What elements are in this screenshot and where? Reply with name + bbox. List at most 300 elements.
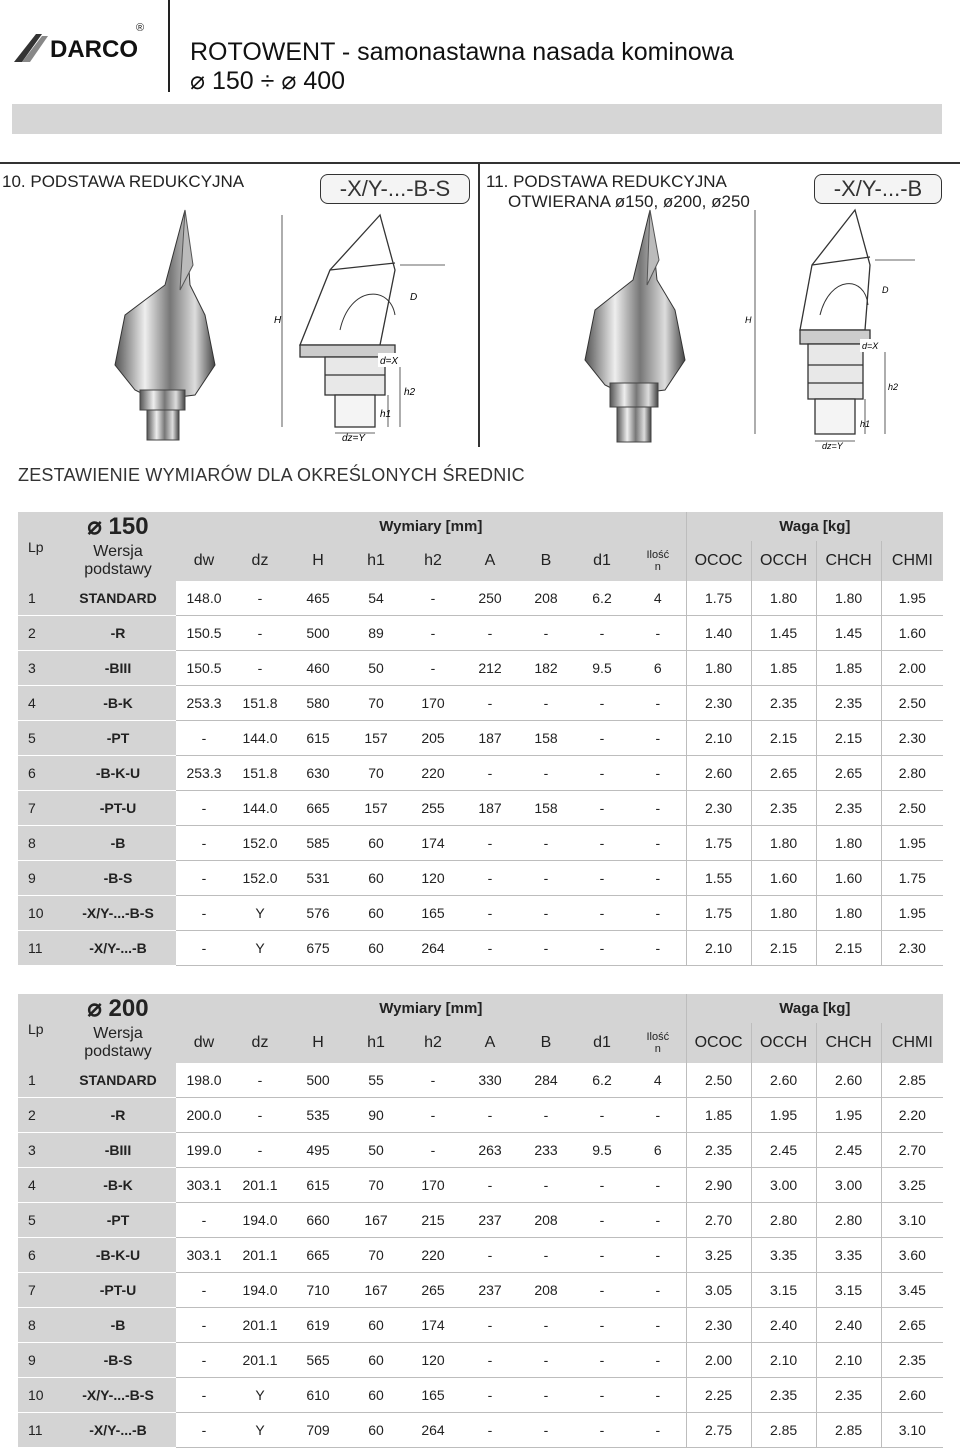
cell-wymiar: - xyxy=(574,1168,630,1203)
cell-wymiar: 565 xyxy=(288,1343,348,1378)
cell-wymiar: 151.8 xyxy=(232,756,288,791)
col-ilosc: Ilość n xyxy=(630,1023,686,1063)
drawing-11-H-label: H xyxy=(745,315,752,325)
col-ilosc: Ilość n xyxy=(630,541,686,581)
table-row xyxy=(18,1378,943,1413)
cell-wymiar: 212 xyxy=(462,651,518,686)
cell-lp: 8 xyxy=(18,826,60,861)
cell-wymiar: - xyxy=(574,1343,630,1378)
cell-waga: 2.50 xyxy=(881,686,943,721)
cell-wymiar: - xyxy=(574,686,630,721)
cell-wymiar: 253.3 xyxy=(176,756,232,791)
dimensions-summary-title: ZESTAWIENIE WYMIARÓW DLA OKREŚLONYCH ŚREDNIC xyxy=(18,465,525,485)
cell-wymiar: - xyxy=(518,1308,574,1343)
cell-lp: 4 xyxy=(18,1168,60,1203)
cell-wymiar: 9.5 xyxy=(574,651,630,686)
cell-wymiar: 60 xyxy=(348,896,404,931)
cell-wymiar: 208 xyxy=(518,1203,574,1238)
col-dz: dz xyxy=(232,541,288,581)
cell-wersja: STANDARD xyxy=(60,1063,176,1098)
cell-wymiar: 208 xyxy=(518,581,574,616)
cell-wymiar: 208 xyxy=(518,1273,574,1308)
table-row xyxy=(18,1343,943,1378)
cell-wymiar: - xyxy=(630,931,686,966)
cell-wymiar: 50 xyxy=(348,651,404,686)
cell-waga: 2.80 xyxy=(751,1203,816,1238)
cell-waga: 2.35 xyxy=(751,791,816,826)
cell-wymiar: - xyxy=(232,1098,288,1133)
cell-wymiar: - xyxy=(574,1378,630,1413)
cell-lp: 4 xyxy=(18,686,60,721)
cell-wymiar: - xyxy=(630,1413,686,1448)
table-row xyxy=(18,1413,943,1448)
cell-waga: 2.40 xyxy=(751,1308,816,1343)
cell-wymiar: - xyxy=(574,1413,630,1448)
cell-wymiar: - xyxy=(630,861,686,896)
cell-wymiar: - xyxy=(404,1098,462,1133)
cell-wymiar: - xyxy=(630,1343,686,1378)
cell-waga: 1.75 xyxy=(686,896,751,931)
cell-waga: 3.15 xyxy=(816,1273,881,1308)
cell-wymiar: - xyxy=(176,1413,232,1448)
cell-wymiar: 54 xyxy=(348,581,404,616)
cell-wymiar: 182 xyxy=(518,651,574,686)
cell-wymiar: 610 xyxy=(288,1378,348,1413)
cell-wersja: -BIII xyxy=(60,651,176,686)
cell-lp: 6 xyxy=(18,1238,60,1273)
cell-wymiar: - xyxy=(462,756,518,791)
cell-wymiar: 89 xyxy=(348,616,404,651)
cell-waga: 2.00 xyxy=(686,1343,751,1378)
cell-wymiar: - xyxy=(462,1098,518,1133)
cell-waga: 1.95 xyxy=(881,826,943,861)
cell-wymiar: 70 xyxy=(348,686,404,721)
table-row xyxy=(18,791,943,826)
cell-wymiar: 265 xyxy=(404,1273,462,1308)
logo-mark-icon xyxy=(12,28,52,68)
cell-lp: 2 xyxy=(18,616,60,651)
cell-waga: 2.30 xyxy=(881,721,943,756)
cell-wersja: -BIII xyxy=(60,1133,176,1168)
cell-wymiar: 152.0 xyxy=(232,826,288,861)
cell-wymiar: - xyxy=(462,1378,518,1413)
cell-waga: 2.70 xyxy=(881,1133,943,1168)
cell-wymiar: - xyxy=(630,1168,686,1203)
cell-wymiar: - xyxy=(176,1203,232,1238)
cell-wymiar: 619 xyxy=(288,1308,348,1343)
col-B: B xyxy=(518,1023,574,1063)
cell-wymiar: 70 xyxy=(348,1238,404,1273)
cell-wymiar: - xyxy=(518,861,574,896)
col-ococ: OCOC xyxy=(686,1023,751,1063)
cell-wymiar: - xyxy=(176,1343,232,1378)
cell-wymiar: - xyxy=(630,1203,686,1238)
cell-wymiar: 675 xyxy=(288,931,348,966)
cell-waga: 3.35 xyxy=(751,1238,816,1273)
cell-wymiar: 615 xyxy=(288,721,348,756)
cell-waga: 2.10 xyxy=(686,931,751,966)
cell-waga: 2.30 xyxy=(686,791,751,826)
cell-wymiar: 6 xyxy=(630,651,686,686)
cell-lp: 9 xyxy=(18,861,60,896)
table-row xyxy=(18,1168,943,1203)
section-10-technical-drawing xyxy=(270,205,470,445)
cell-wymiar: - xyxy=(176,791,232,826)
table-row xyxy=(18,896,943,931)
cell-waga: 2.35 xyxy=(816,791,881,826)
cell-waga: 3.45 xyxy=(881,1273,943,1308)
cell-wymiar: 90 xyxy=(348,1098,404,1133)
cell-waga: 1.85 xyxy=(686,1098,751,1133)
cell-wymiar: - xyxy=(404,1063,462,1098)
table-row xyxy=(18,686,943,721)
cell-wymiar: - xyxy=(232,616,288,651)
cell-wymiar: 201.1 xyxy=(232,1168,288,1203)
diameter-150-label: ⌀ 150 xyxy=(60,512,176,541)
cell-waga: 1.75 xyxy=(686,826,751,861)
cell-waga: 2.70 xyxy=(686,1203,751,1238)
cell-wymiar: 174 xyxy=(404,1308,462,1343)
cell-wymiar: - xyxy=(462,931,518,966)
cell-wymiar: - xyxy=(574,861,630,896)
col-h2: h2 xyxy=(404,541,462,581)
cell-wymiar: 4 xyxy=(630,581,686,616)
cell-wersja: -PT xyxy=(60,1203,176,1238)
drawing-10-h1-label: h1 xyxy=(380,409,392,420)
cell-lp: 11 xyxy=(18,931,60,966)
cell-wymiar: 460 xyxy=(288,651,348,686)
cell-wymiar: - xyxy=(518,1238,574,1273)
cell-wymiar: 710 xyxy=(288,1273,348,1308)
cell-wymiar: 120 xyxy=(404,1343,462,1378)
cell-waga: 3.35 xyxy=(816,1238,881,1273)
drawing-11-D-label: D xyxy=(882,285,889,295)
cell-wymiar: - xyxy=(574,1098,630,1133)
table-row xyxy=(18,721,943,756)
cell-wymiar: 187 xyxy=(462,721,518,756)
cell-wymiar: 665 xyxy=(288,1238,348,1273)
col-B: B xyxy=(518,541,574,581)
dimensions-table-200 xyxy=(18,994,943,1448)
cell-wymiar: - xyxy=(574,756,630,791)
cell-wymiar: - xyxy=(176,826,232,861)
cell-wymiar: 330 xyxy=(462,1063,518,1098)
cell-wymiar: 615 xyxy=(288,1168,348,1203)
cell-waga: 2.45 xyxy=(816,1133,881,1168)
col-chmi: CHMI xyxy=(881,1023,943,1063)
drawing-10-dx-label: d=X xyxy=(380,356,399,367)
cell-wersja: STANDARD xyxy=(60,581,176,616)
cell-wymiar: - xyxy=(630,791,686,826)
cell-waga: 1.40 xyxy=(686,616,751,651)
cell-wymiar: - xyxy=(176,1378,232,1413)
cell-waga: 2.60 xyxy=(881,1378,943,1413)
cell-wymiar: - xyxy=(630,616,686,651)
cell-wymiar: 237 xyxy=(462,1273,518,1308)
cell-lp: 1 xyxy=(18,1063,60,1098)
table-row xyxy=(18,861,943,896)
cell-wymiar: - xyxy=(176,1308,232,1343)
section-10-code: -X/Y-...-B-S xyxy=(320,174,470,204)
cell-wymiar: Y xyxy=(232,1413,288,1448)
cell-lp: 5 xyxy=(18,1203,60,1238)
cell-waga: 2.35 xyxy=(686,1133,751,1168)
cell-wersja: -B-S xyxy=(60,1343,176,1378)
cell-wymiar: - xyxy=(630,1378,686,1413)
cell-wymiar: - xyxy=(574,826,630,861)
col-ococ: OCOC xyxy=(686,541,751,581)
drawing-11-h2-label: h2 xyxy=(888,382,899,392)
cell-wymiar: 60 xyxy=(348,861,404,896)
cell-waga: 2.40 xyxy=(816,1308,881,1343)
cell-lp: 3 xyxy=(18,1133,60,1168)
cell-wymiar: 151.8 xyxy=(232,686,288,721)
cell-wymiar: - xyxy=(630,896,686,931)
cell-wymiar: 201.1 xyxy=(232,1238,288,1273)
cell-wymiar: 253.3 xyxy=(176,686,232,721)
cell-wymiar: - xyxy=(630,1238,686,1273)
cell-wymiar: 535 xyxy=(288,1098,348,1133)
cell-waga: 2.85 xyxy=(751,1413,816,1448)
cell-waga: 3.00 xyxy=(816,1168,881,1203)
darco-logo xyxy=(12,22,147,68)
cell-wymiar: - xyxy=(518,826,574,861)
cell-wymiar: 205 xyxy=(404,721,462,756)
cell-lp: 6 xyxy=(18,756,60,791)
drawing-11-dx-label: d=X xyxy=(862,341,879,351)
cell-wersja: -B-K xyxy=(60,1168,176,1203)
cell-wymiar: - xyxy=(404,616,462,651)
cell-lp: 9 xyxy=(18,1343,60,1378)
cell-wymiar: 220 xyxy=(404,756,462,791)
cell-wersja: -X/Y-...-B-S xyxy=(60,896,176,931)
cell-waga: 1.60 xyxy=(816,861,881,896)
cell-wersja: -B-K-U xyxy=(60,1238,176,1273)
cell-waga: 2.50 xyxy=(881,791,943,826)
drawing-10-H-label: H xyxy=(274,315,282,326)
table-row xyxy=(18,1098,943,1133)
col-d1: d1 xyxy=(574,541,630,581)
cell-wymiar: - xyxy=(574,1203,630,1238)
table-row xyxy=(18,616,943,651)
cell-wersja: -X/Y-...-B-S xyxy=(60,1378,176,1413)
cell-waga: 2.90 xyxy=(686,1168,751,1203)
cell-wymiar: 70 xyxy=(348,1168,404,1203)
table-row xyxy=(18,756,943,791)
cell-waga: 2.30 xyxy=(686,686,751,721)
cell-wymiar: - xyxy=(404,581,462,616)
cell-waga: 2.60 xyxy=(816,1063,881,1098)
cell-waga: 3.00 xyxy=(751,1168,816,1203)
cell-wymiar: - xyxy=(462,1343,518,1378)
cell-waga: 2.65 xyxy=(816,756,881,791)
cell-waga: 2.15 xyxy=(816,931,881,966)
cell-waga: 1.45 xyxy=(816,616,881,651)
cell-waga: 2.30 xyxy=(686,1308,751,1343)
cell-wymiar: - xyxy=(404,1133,462,1168)
cell-waga: 1.80 xyxy=(816,896,881,931)
cell-wymiar: 152.0 xyxy=(232,861,288,896)
col-dz: dz xyxy=(232,1023,288,1063)
cell-wymiar: - xyxy=(176,1273,232,1308)
col-wersja: Wersja podstawy xyxy=(60,541,176,581)
col-A: A xyxy=(462,1023,518,1063)
col-h1: h1 xyxy=(348,541,404,581)
drawing-10-h2-label: h2 xyxy=(404,387,416,398)
section-divider xyxy=(0,162,960,164)
cell-wymiar: - xyxy=(518,1168,574,1203)
cell-waga: 1.80 xyxy=(751,826,816,861)
col-chch: CHCH xyxy=(816,541,881,581)
cell-wymiar: - xyxy=(574,1308,630,1343)
cell-wymiar: 585 xyxy=(288,826,348,861)
cell-waga: 3.25 xyxy=(686,1238,751,1273)
cell-wymiar: 220 xyxy=(404,1238,462,1273)
cell-wymiar: - xyxy=(630,721,686,756)
cell-wersja: -X/Y-...-B xyxy=(60,931,176,966)
cell-waga: 1.80 xyxy=(816,826,881,861)
cell-wymiar: - xyxy=(232,1133,288,1168)
table-row xyxy=(18,581,943,616)
section-split-line xyxy=(478,162,480,447)
cell-waga: 1.80 xyxy=(686,651,751,686)
col-dw: dw xyxy=(176,1023,232,1063)
section-10-product-photo xyxy=(95,205,255,445)
cell-wymiar: - xyxy=(462,861,518,896)
cell-waga: 2.75 xyxy=(686,1413,751,1448)
cell-wymiar: Y xyxy=(232,896,288,931)
cell-wymiar: 237 xyxy=(462,1203,518,1238)
table-row xyxy=(18,651,943,686)
cell-wymiar: - xyxy=(574,931,630,966)
cell-waga: 2.85 xyxy=(881,1063,943,1098)
header-grey-band xyxy=(12,104,942,134)
cell-wymiar: 60 xyxy=(348,1413,404,1448)
cell-wymiar: - xyxy=(518,1098,574,1133)
cell-wymiar: 167 xyxy=(348,1203,404,1238)
cell-wymiar: - xyxy=(518,1343,574,1378)
col-lp: Lp xyxy=(18,994,60,1063)
cell-waga: 1.85 xyxy=(816,651,881,686)
col-group-wymiary: Wymiary [mm] xyxy=(176,512,686,541)
cell-wymiar: - xyxy=(462,616,518,651)
cell-waga: 1.60 xyxy=(751,861,816,896)
table-row xyxy=(18,1238,943,1273)
cell-wymiar: 580 xyxy=(288,686,348,721)
cell-wymiar: - xyxy=(232,581,288,616)
cell-wymiar: 531 xyxy=(288,861,348,896)
cell-waga: 2.00 xyxy=(881,651,943,686)
cell-waga: 1.55 xyxy=(686,861,751,896)
table-row xyxy=(18,1308,943,1343)
cell-wymiar: 4 xyxy=(630,1063,686,1098)
cell-wymiar: 165 xyxy=(404,1378,462,1413)
cell-wymiar: 120 xyxy=(404,861,462,896)
cell-wymiar: - xyxy=(462,1238,518,1273)
cell-wersja: -PT-U xyxy=(60,791,176,826)
cell-wymiar: - xyxy=(630,1308,686,1343)
cell-wymiar: 60 xyxy=(348,1308,404,1343)
cell-lp: 1 xyxy=(18,581,60,616)
cell-waga: 1.75 xyxy=(686,581,751,616)
cell-wersja: -R xyxy=(60,1098,176,1133)
cell-wymiar: 198.0 xyxy=(176,1063,232,1098)
cell-wymiar: 6.2 xyxy=(574,1063,630,1098)
table-row xyxy=(18,1203,943,1238)
cell-wymiar: 495 xyxy=(288,1133,348,1168)
cell-wymiar: 465 xyxy=(288,581,348,616)
cell-waga: 2.60 xyxy=(751,1063,816,1098)
cell-wymiar: 60 xyxy=(348,931,404,966)
cell-wymiar: - xyxy=(630,826,686,861)
cell-waga: 2.60 xyxy=(686,756,751,791)
cell-wymiar: 157 xyxy=(348,721,404,756)
section-11-title-line1: 11. PODSTAWA REDUKCYJNA xyxy=(486,172,727,191)
cell-wymiar: - xyxy=(518,616,574,651)
cell-wymiar: 284 xyxy=(518,1063,574,1098)
cell-wymiar: - xyxy=(176,721,232,756)
cell-wymiar: 630 xyxy=(288,756,348,791)
page-title: ROTOWENT - samonastawna nasada kominowa xyxy=(190,38,734,66)
cell-waga: 2.15 xyxy=(751,931,816,966)
cell-wymiar: 199.0 xyxy=(176,1133,232,1168)
cell-wymiar: - xyxy=(574,896,630,931)
cell-wymiar: - xyxy=(630,1273,686,1308)
table-row xyxy=(18,1273,943,1308)
cell-wymiar: - xyxy=(176,861,232,896)
table-row xyxy=(18,1133,943,1168)
header-divider xyxy=(168,0,170,92)
cell-wymiar: 158 xyxy=(518,791,574,826)
cell-wymiar: - xyxy=(630,686,686,721)
cell-wymiar: - xyxy=(518,931,574,966)
cell-wymiar: 6 xyxy=(630,1133,686,1168)
cell-wersja: -B-S xyxy=(60,861,176,896)
col-chmi: CHMI xyxy=(881,541,943,581)
cell-wymiar: - xyxy=(462,1413,518,1448)
col-chch: CHCH xyxy=(816,1023,881,1063)
cell-wymiar: 60 xyxy=(348,826,404,861)
cell-wymiar: - xyxy=(518,686,574,721)
section-11-code: -X/Y-...-B xyxy=(814,174,942,204)
cell-waga: 1.95 xyxy=(881,896,943,931)
cell-waga: 1.80 xyxy=(751,581,816,616)
cell-wymiar: 250 xyxy=(462,581,518,616)
cell-wersja: -PT-U xyxy=(60,1273,176,1308)
section-10-title: 10. PODSTAWA REDUKCYJNA xyxy=(2,172,245,191)
cell-waga: 2.35 xyxy=(816,1378,881,1413)
col-A: A xyxy=(462,541,518,581)
cell-wymiar: - xyxy=(462,1308,518,1343)
logo-text: DARCO xyxy=(50,36,138,63)
cell-waga: 3.60 xyxy=(881,1238,943,1273)
cell-wymiar: 303.1 xyxy=(176,1168,232,1203)
cell-waga: 2.30 xyxy=(881,931,943,966)
col-H: H xyxy=(288,541,348,581)
cell-waga: 2.15 xyxy=(751,721,816,756)
cell-wymiar: - xyxy=(232,1063,288,1098)
col-H: H xyxy=(288,1023,348,1063)
cell-waga: 2.35 xyxy=(751,1378,816,1413)
cell-waga: 2.35 xyxy=(816,686,881,721)
col-h1: h1 xyxy=(348,1023,404,1063)
cell-wymiar: 150.5 xyxy=(176,651,232,686)
cell-wymiar: 660 xyxy=(288,1203,348,1238)
col-dw: dw xyxy=(176,541,232,581)
cell-wymiar: 303.1 xyxy=(176,1238,232,1273)
cell-wymiar: 50 xyxy=(348,1133,404,1168)
cell-lp: 10 xyxy=(18,1378,60,1413)
